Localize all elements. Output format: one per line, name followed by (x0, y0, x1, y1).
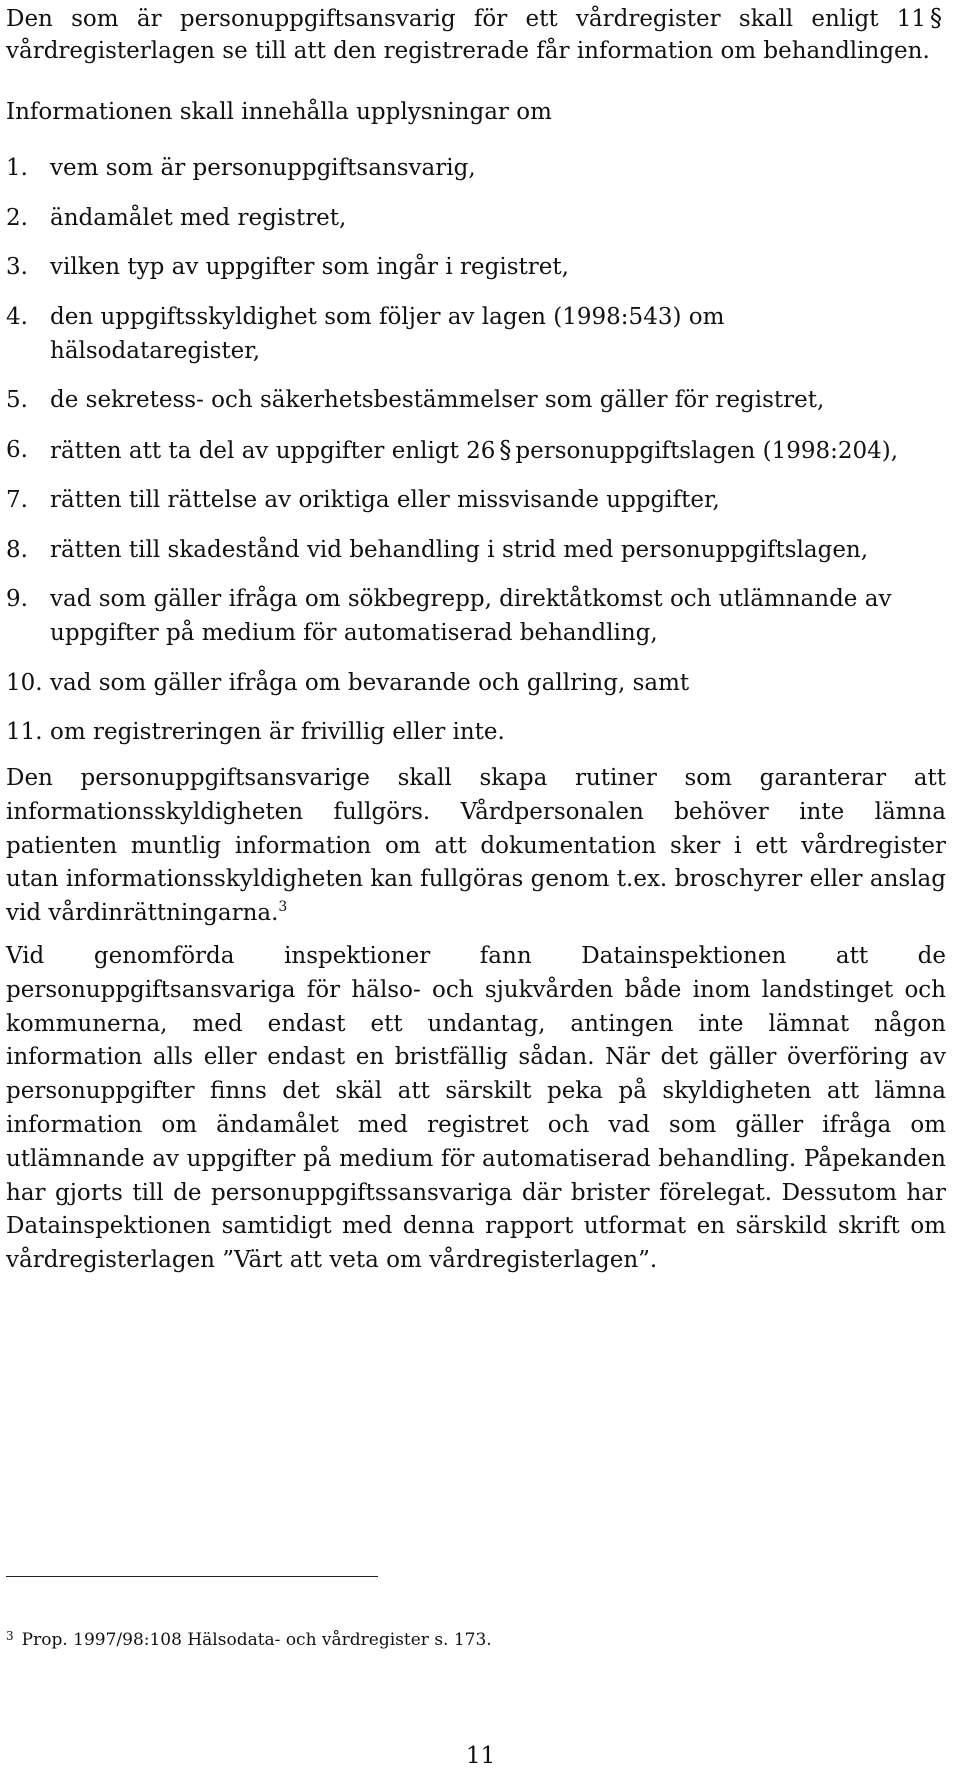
list-item-text-after: personuppgiftslagen (1998:204), (515, 437, 899, 464)
list-item-text: vad som gäller ifråga om sökbegrepp, direktåtkomst och utlämnande av uppgifter på medium för automatiserad behandling, (50, 586, 892, 646)
section-sign: § (499, 435, 512, 464)
page-number: 11 (466, 1743, 496, 1769)
list-item-text: de sekretess- och säkerhetsbestämmelser som gäller för registret, (50, 387, 825, 413)
list-item-text: den uppgiftsskyldighet som följer av lagen (1998:543) om hälsodataregister, (50, 303, 725, 364)
list-item (6, 250, 936, 284)
inspection-paragraph: Vid genomförda inspektioner fann Datainspektionen att de personuppgiftsansvariga för hälso- och sjukvården både inom landstinget och kommunerna, med endast ett undantag, antingen inte lämnat någon information alls eller endast en bristfällig sådan. När det gäller överföring av personuppgifter finns det skäl att särskilt peka på skyldigheten att lämna information om ändamålet med registret och vad som gäller ifråga om utlämnande av uppgifter på medium för automatiserad behandling. Påpekanden har gjorts till de personuppgiftssansvariga där brister förelegat. Dessutom har Datainspektionen samtidigt med denna rapport utformat en särskild skrift om vårdregisterlagen ”Värt att veta om vårdregisterlagen”. (6, 943, 946, 1274)
list-item (6, 483, 936, 517)
list-item-number: 9. (6, 586, 28, 612)
list-item-number: 10. (6, 669, 43, 696)
list-item (6, 433, 936, 468)
list-item (6, 300, 936, 368)
list-item-text: rätten till rättelse av oriktiga eller missvisande uppgifter, (50, 487, 720, 513)
list-item-number: 1. (6, 155, 28, 181)
list-item-text: vad som gäller ifråga om bevarande och gallring, samt (50, 669, 690, 696)
list-item-text: ändamålet med registret, (50, 204, 347, 231)
list-item-text-before: rätten att ta del av uppgifter enligt 26 (50, 437, 496, 464)
list-item-text: vem som är personuppgiftsansvarig, (50, 155, 476, 181)
list-item (6, 666, 936, 700)
list-item (6, 715, 936, 749)
list-item-number: 7. (6, 487, 28, 513)
obligation-paragraph (6, 762, 946, 931)
information-list (6, 151, 936, 765)
list-item-number: 3. (6, 254, 28, 280)
obligation-text: Den personuppgiftsansvarige skall skapa rutiner som garanterar att informationsskyldigheten fullgörs. Vårdpersonalen behöver inte lämna patienten muntlig information om att dokumentation sker i ett vårdregister utan informationsskyldigheten kan fullgöras genom t.ex. broschyrer eller anslag vid vårdinrättningarna. (6, 765, 946, 927)
list-item-number: 4. (6, 303, 28, 330)
list-item (6, 582, 936, 650)
list-item-number: 11. (6, 719, 43, 745)
footnote (6, 1624, 492, 1652)
intro-text-before: Den som är personuppgiftsansvarig för ett vårdregister skall enligt 11 (6, 6, 926, 32)
list-item-number: 5. (6, 387, 28, 413)
list-item (6, 201, 936, 235)
footnote-mark: 3 (6, 1629, 14, 1643)
section-sign: § (930, 4, 942, 32)
list-item-text: rätten till skadestånd vid behandling i strid med personuppgiftslagen, (50, 536, 869, 563)
list-lead-text: Informationen skall innehålla upplysningar om (6, 99, 552, 125)
list-item (6, 383, 936, 417)
list-item-number: 2. (6, 204, 28, 231)
list-item-text: vilken typ av uppgifter som ingår i registret, (50, 254, 569, 280)
footnote-divider (6, 1576, 378, 1577)
footnote-text: Prop. 1997/98:108 Hälsodata- och vårdregister s. 173. (21, 1630, 492, 1650)
list-item-number: 8. (6, 536, 28, 563)
list-item (6, 533, 936, 567)
list-item-text: om registreringen är frivillig eller inte. (50, 719, 505, 745)
list-item-number: 6. (6, 436, 28, 463)
list-item (6, 151, 936, 185)
footnote-reference: 3 (278, 899, 288, 916)
intro-paragraph (6, 2, 946, 67)
intro-text-after: vårdregisterlagen se till att den registrerade får information om behandlingen. (6, 38, 930, 64)
